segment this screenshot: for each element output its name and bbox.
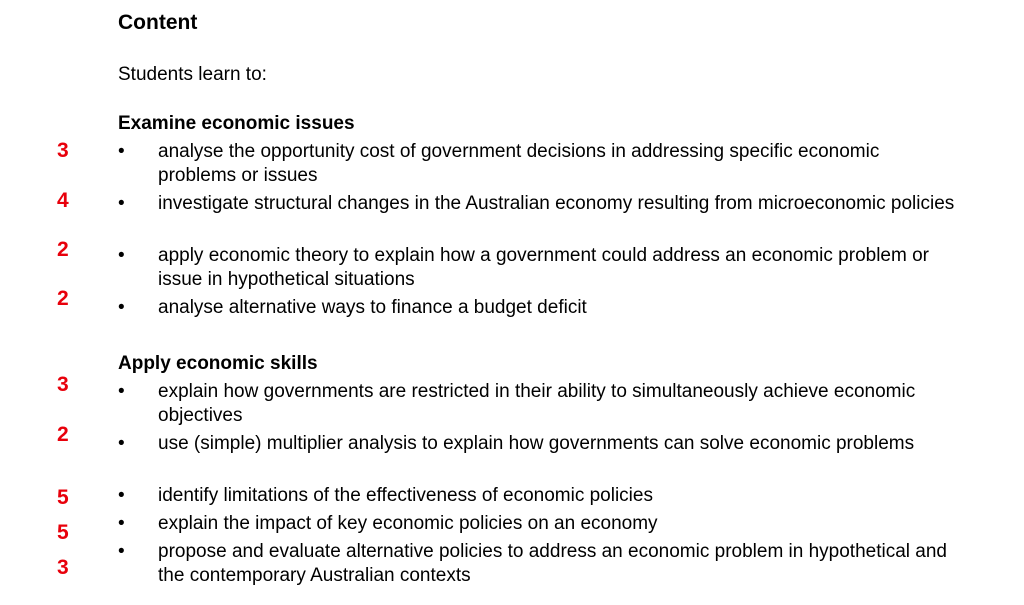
annotation-mark: 2 bbox=[57, 423, 69, 446]
list-item-text: investigate structural changes in the Australian economy resulting from microeconomic policies bbox=[158, 193, 955, 214]
bullet-icon: • bbox=[118, 381, 125, 402]
bullet-icon: • bbox=[118, 193, 125, 214]
bullet-icon: • bbox=[118, 541, 125, 562]
annotation-mark: 5 bbox=[57, 521, 69, 544]
bullet-icon: • bbox=[118, 245, 125, 266]
annotation-mark: 3 bbox=[57, 556, 69, 579]
bullet-icon: • bbox=[118, 485, 125, 506]
list-item-text: propose and evaluate alternative policies to address an economic problem in hypothetical and the contemporary Australian contexts bbox=[158, 541, 947, 586]
section-title-apply: Apply economic skills bbox=[118, 353, 318, 374]
annotation-mark: 3 bbox=[57, 139, 69, 162]
bullet-icon: • bbox=[118, 141, 125, 162]
annotation-mark: 2 bbox=[57, 287, 69, 310]
section-title-examine: Examine economic issues bbox=[118, 113, 355, 134]
page-title: Content bbox=[118, 11, 198, 34]
list-item-text: explain the impact of key economic policies on an economy bbox=[158, 513, 658, 534]
annotation-mark: 4 bbox=[57, 189, 69, 212]
bullet-icon: • bbox=[118, 297, 125, 318]
annotation-mark: 5 bbox=[57, 486, 69, 509]
list-item-text: analyse alternative ways to finance a budget deficit bbox=[158, 297, 587, 318]
bullet-icon: • bbox=[118, 513, 125, 534]
list-item-text: explain how governments are restricted in their ability to simultaneously achieve economic objectives bbox=[158, 381, 916, 426]
list-item-text: analyse the opportunity cost of government decisions in addressing specific economic problems or issues bbox=[158, 141, 880, 186]
intro-text: Students learn to: bbox=[118, 64, 267, 85]
bullet-icon: • bbox=[118, 433, 125, 454]
list-item-text: identify limitations of the effectiveness of economic policies bbox=[158, 485, 653, 506]
annotation-mark: 3 bbox=[57, 373, 69, 396]
list-item-text: use (simple) multiplier analysis to explain how governments can solve economic problems bbox=[158, 433, 915, 454]
annotation-mark: 2 bbox=[57, 238, 69, 261]
list-item-text: apply economic theory to explain how a government could address an economic problem or issue in hypothetical situations bbox=[158, 245, 929, 290]
